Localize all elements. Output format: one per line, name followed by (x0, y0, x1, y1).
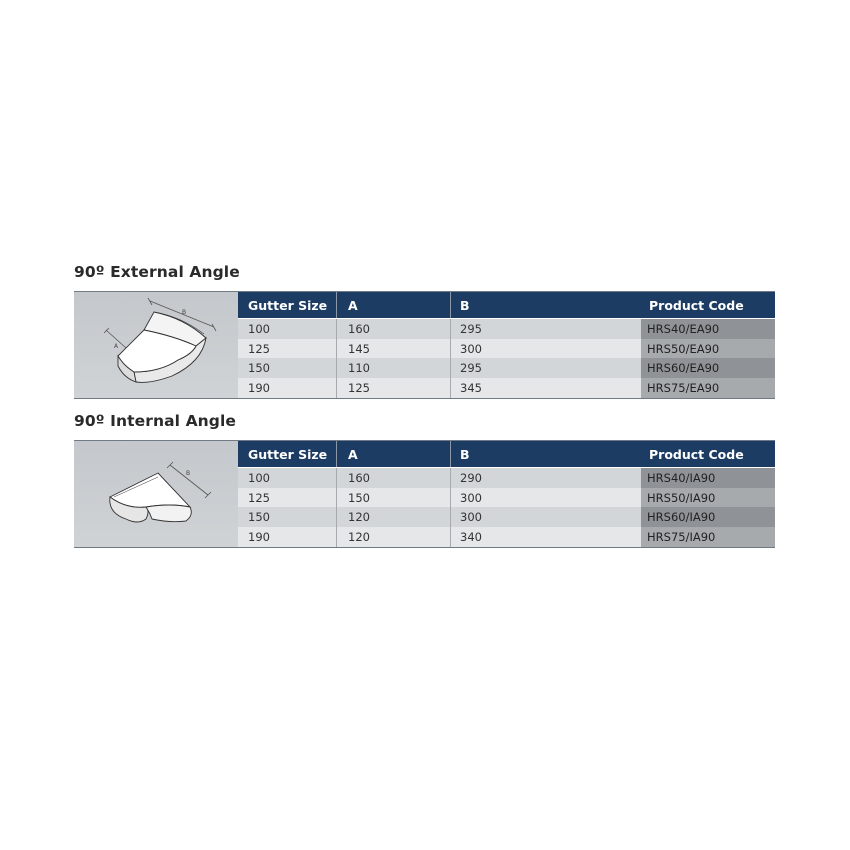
header-gutter-size: Gutter Size (248, 447, 328, 462)
table-row (238, 319, 775, 339)
cell-b: 295 (460, 322, 482, 336)
header-a: A (348, 447, 358, 462)
section-title: 90º External Angle (74, 263, 240, 281)
product-thumbnail (74, 441, 238, 547)
dimension-b-label: B (186, 470, 191, 477)
table-row (238, 378, 775, 398)
header-a: A (348, 298, 358, 313)
table-row (238, 488, 775, 508)
cell-gutter-size: 150 (248, 361, 270, 375)
internal-angle-gutter-icon (74, 441, 238, 547)
header-product-code: Product Code (649, 447, 744, 462)
section-title: 90º Internal Angle (74, 412, 237, 430)
dimension-b-label: B (182, 309, 187, 316)
header-b: B (460, 447, 470, 462)
table-row (238, 468, 775, 488)
header-gutter-size: Gutter Size (248, 298, 328, 313)
cell-b: 295 (460, 361, 482, 375)
dimension-a-label: A (114, 343, 119, 350)
cell-gutter-size: 100 (248, 471, 270, 485)
table-header (238, 292, 775, 318)
cell-gutter-size: 125 (248, 491, 270, 505)
cell-a: 160 (348, 471, 370, 485)
header-product-code: Product Code (649, 298, 744, 313)
cell-a: 120 (348, 510, 370, 524)
cell-a: 160 (348, 322, 370, 336)
cell-a: 125 (348, 381, 370, 395)
external-angle-gutter-icon (74, 292, 238, 398)
cell-product-code: HRS50/IA90 (647, 491, 716, 505)
product-panel (74, 440, 775, 548)
cell-gutter-size: 150 (248, 510, 270, 524)
cell-b: 300 (460, 510, 482, 524)
cell-b: 345 (460, 381, 482, 395)
cell-a: 145 (348, 342, 370, 356)
table-row (238, 507, 775, 527)
cell-b: 300 (460, 342, 482, 356)
table-header (238, 441, 775, 467)
cell-product-code: HRS75/EA90 (647, 381, 720, 395)
cell-gutter-size: 125 (248, 342, 270, 356)
cell-product-code: HRS75/IA90 (647, 530, 716, 544)
cell-a: 120 (348, 530, 370, 544)
cell-b: 340 (460, 530, 482, 544)
cell-a: 150 (348, 491, 370, 505)
cell-b: 300 (460, 491, 482, 505)
cell-product-code: HRS40/EA90 (647, 322, 720, 336)
table-row (238, 339, 775, 359)
cell-b: 290 (460, 471, 482, 485)
table-row (238, 358, 775, 378)
product-panel (74, 291, 775, 399)
dimensions-table (238, 292, 775, 398)
cell-gutter-size: 190 (248, 530, 270, 544)
product-thumbnail (74, 292, 238, 398)
cell-product-code: HRS50/EA90 (647, 342, 720, 356)
cell-a: 110 (348, 361, 370, 375)
dimensions-table (238, 441, 775, 547)
cell-gutter-size: 100 (248, 322, 270, 336)
cell-gutter-size: 190 (248, 381, 270, 395)
cell-product-code: HRS40/IA90 (647, 471, 716, 485)
header-b: B (460, 298, 470, 313)
cell-product-code: HRS60/IA90 (647, 510, 716, 524)
cell-product-code: HRS60/EA90 (647, 361, 720, 375)
table-row (238, 527, 775, 547)
